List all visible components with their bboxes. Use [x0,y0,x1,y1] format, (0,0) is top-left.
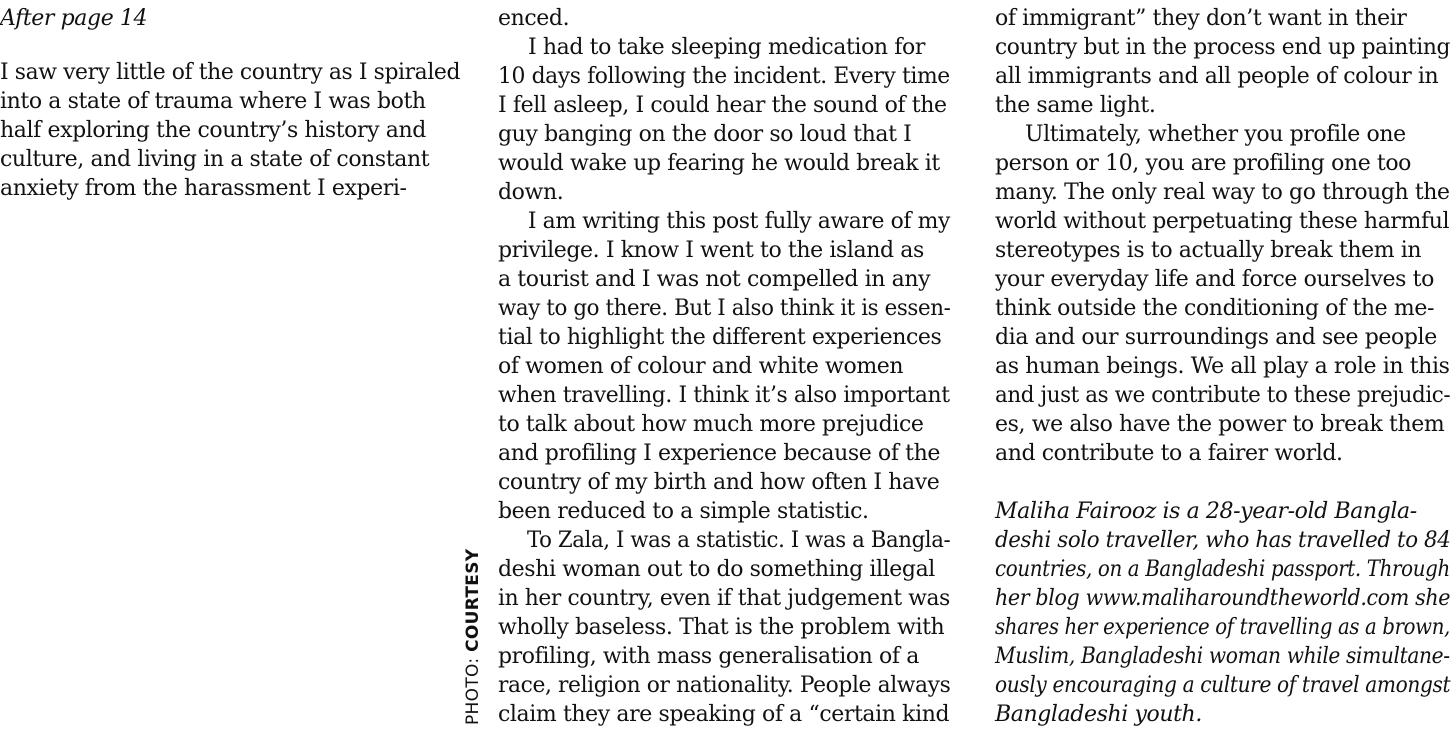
text-line: way to go there. But I also think it is essen- [498,296,951,321]
text-line: and contribute to a fairer world. [995,441,1343,466]
text-line: tial to highlight the different experiences [498,325,942,350]
text-line: es, we also have the power to break them [995,412,1445,437]
text-line: when travelling. I think it’s also important [498,383,950,408]
text-line: the same light. [995,93,1156,118]
text-line: profiling, with mass generalisation of a [498,644,919,669]
bio-line: countries, on a Bangladeshi passport. Through [995,557,1450,582]
text-line: race, religion or nationality. People always [498,673,951,698]
bio-line: her blog www.maliharoundtheworld.com she [995,586,1451,611]
text-line: privilege. I know I went to the island as [498,238,924,263]
text-line: many. The only real way to go through the [995,180,1450,205]
text-line: your everyday life and force ourselves to [995,267,1434,292]
paragraph-start-line: To Zala, I was a statistic. I was a Bangla- [526,528,951,553]
text-line: deshi woman out to do something illegal [498,557,935,582]
text-line: of women of colour and white women [498,354,904,379]
column-1 [0,4,460,203]
text-line: wholly baseless. That is the problem with [498,615,945,640]
text-line: and profiling I experience because of the [498,441,941,466]
text-line: country but in the process end up painting [995,35,1450,60]
bio-line: Maliha Fairooz is a 28-year-old Bangla- [995,499,1417,524]
text-line: into a state of trauma where I was both [0,89,426,114]
text-line: half exploring the country’s history and [0,118,426,143]
bio-line: Muslim, Bangladeshi woman while simultane- [995,644,1450,669]
text-line: I fell asleep, I could hear the sound of the [498,93,947,118]
text-line: to talk about how much more prejudice [498,412,924,437]
text-line: world without perpetuating these harmful [995,209,1450,234]
text-line: dia and our surroundings and see people [995,325,1437,350]
text-line: of immigrant” they don’t want in their [995,6,1407,31]
section-spacer [995,468,1450,497]
column-2 [498,4,950,729]
text-line: think outside the conditioning of the me- [995,296,1434,321]
text-line: country of my birth and how often I have [498,470,940,495]
bio-line: ously encouraging a culture of travel amongst [995,673,1451,698]
photo-credit-label: PHOTO: [463,651,483,725]
text-line: and just as we contribute to these prejudic- [995,383,1451,408]
bio-line: Bangladeshi youth. [995,702,1202,727]
text-line: as human beings. We all play a role in this [995,354,1450,379]
text-line: a tourist and I was not compelled in any [498,267,931,292]
text-line: 10 days following the incident. Every time [498,64,950,89]
text-line: anxiety from the harassment I experi- [0,176,407,201]
photo-credit-source: COURTESY [463,548,483,652]
text-line: culture, and living in a state of constant [0,147,430,172]
text-line: claim they are speaking of a “certain kind [498,702,950,727]
text-line: enced. [498,6,570,31]
column-3 [995,4,1450,729]
text-line: I saw very little of the country as I spiraled [0,60,461,85]
text-line: would wake up fearing he would break it [498,151,940,176]
paragraph-start-line: I am writing this post fully aware of my [527,209,951,234]
text-line: guy banging on the door so loud that I [498,122,912,147]
text-line: in her country, even if that judgement was [498,586,950,611]
continuation-kicker: After page 14 [0,6,148,31]
text-line: down. [498,180,564,205]
photo-credit [463,549,483,725]
bio-line: shares her experience of travelling as a brown, [995,615,1450,640]
paragraph-start-line: I had to take sleeping medication for [528,35,925,60]
text-line: been reduced to a simple statistic. [498,499,869,524]
text-line: person or 10, you are profiling one too [995,151,1412,176]
text-line: all immigrants and all people of colour in [995,64,1439,89]
author-bio [995,497,1450,729]
text-line: stereotypes is to actually break them in [995,238,1422,263]
paragraph-start-line: Ultimately, whether you profile one [1025,122,1406,147]
bio-line: deshi solo traveller, who has travelled to 84 [995,528,1451,553]
